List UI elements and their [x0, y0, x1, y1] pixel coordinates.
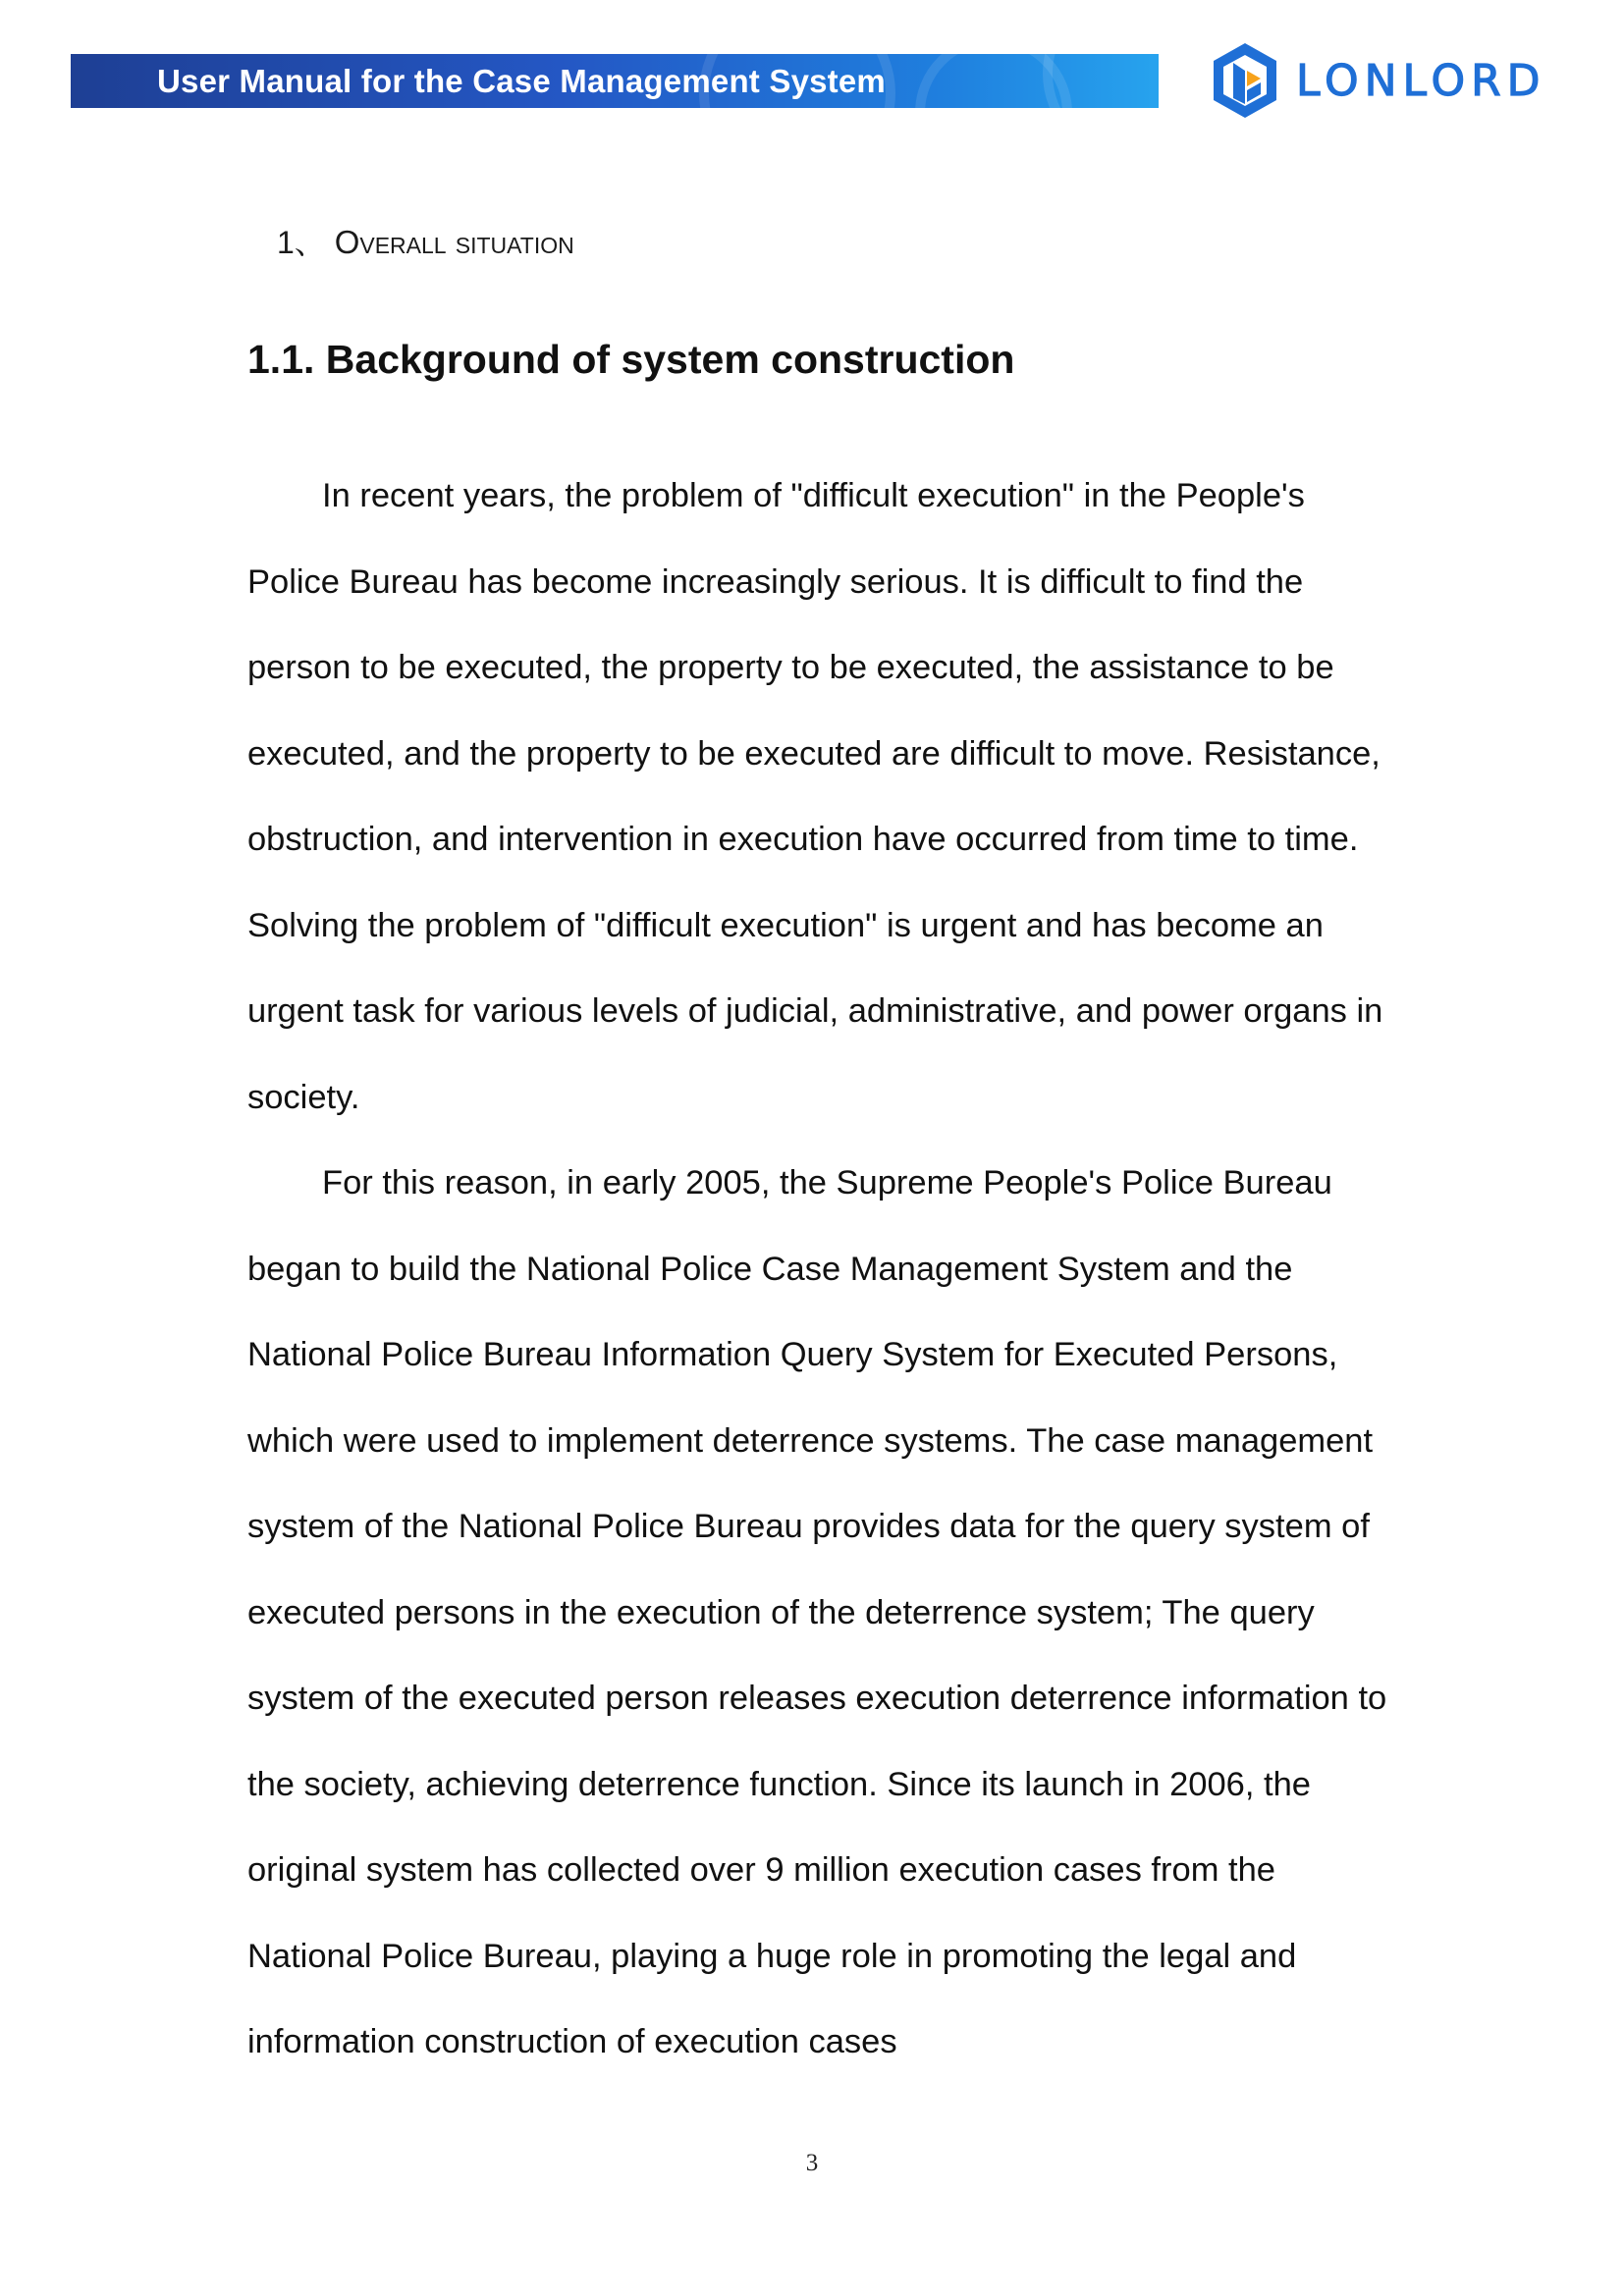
section-title: Overall situation	[334, 224, 574, 260]
header-decoration	[1043, 54, 1159, 108]
lonlord-logo-icon	[1210, 41, 1280, 120]
page-number: 3	[805, 2150, 819, 2176]
subsection-heading: 1.1. Background of system construction	[247, 337, 1015, 382]
section-heading	[277, 218, 574, 263]
paragraph: For this reason, in early 2005, the Supreme People's Police Bureau began to build the National Police Case Management System and the National Police Bureau Information Query System for Executed Persons, which were used to implement deterrence systems. The case management system of the National Police Bureau provides data for the query system of executed persons in the execution of the deterrence system; The query system of the executed person releases execution deterrence information to the society, achieving deterrence function. Since its launch in 2006, the original system has collected over 9 million execution cases from the National Police Bureau, playing a huge role in promoting the legal and information construction of execution cases	[247, 1164, 1387, 2060]
paragraph: In recent years, the problem of "difficult execution" in the People's Police Bureau has become increasingly serious. It is difficult to find the person to be executed, the property to be executed, the assistance to be executed, and the property to be executed are difficult to move. Resistance, obstruction, and intervention in execution have occurred from time to time. Solving the problem of "difficult execution" is urgent and has become an urgent task for various levels of judicial, administrative, and power organs in society.	[247, 477, 1383, 1116]
section-number: 1、	[277, 225, 326, 260]
header-banner	[71, 54, 1159, 108]
body-text	[247, 454, 1396, 2086]
brand-name: LONLORD	[1296, 55, 1546, 106]
brand-logo	[1210, 41, 1546, 120]
document-title: User Manual for the Case Management System	[157, 63, 886, 99]
